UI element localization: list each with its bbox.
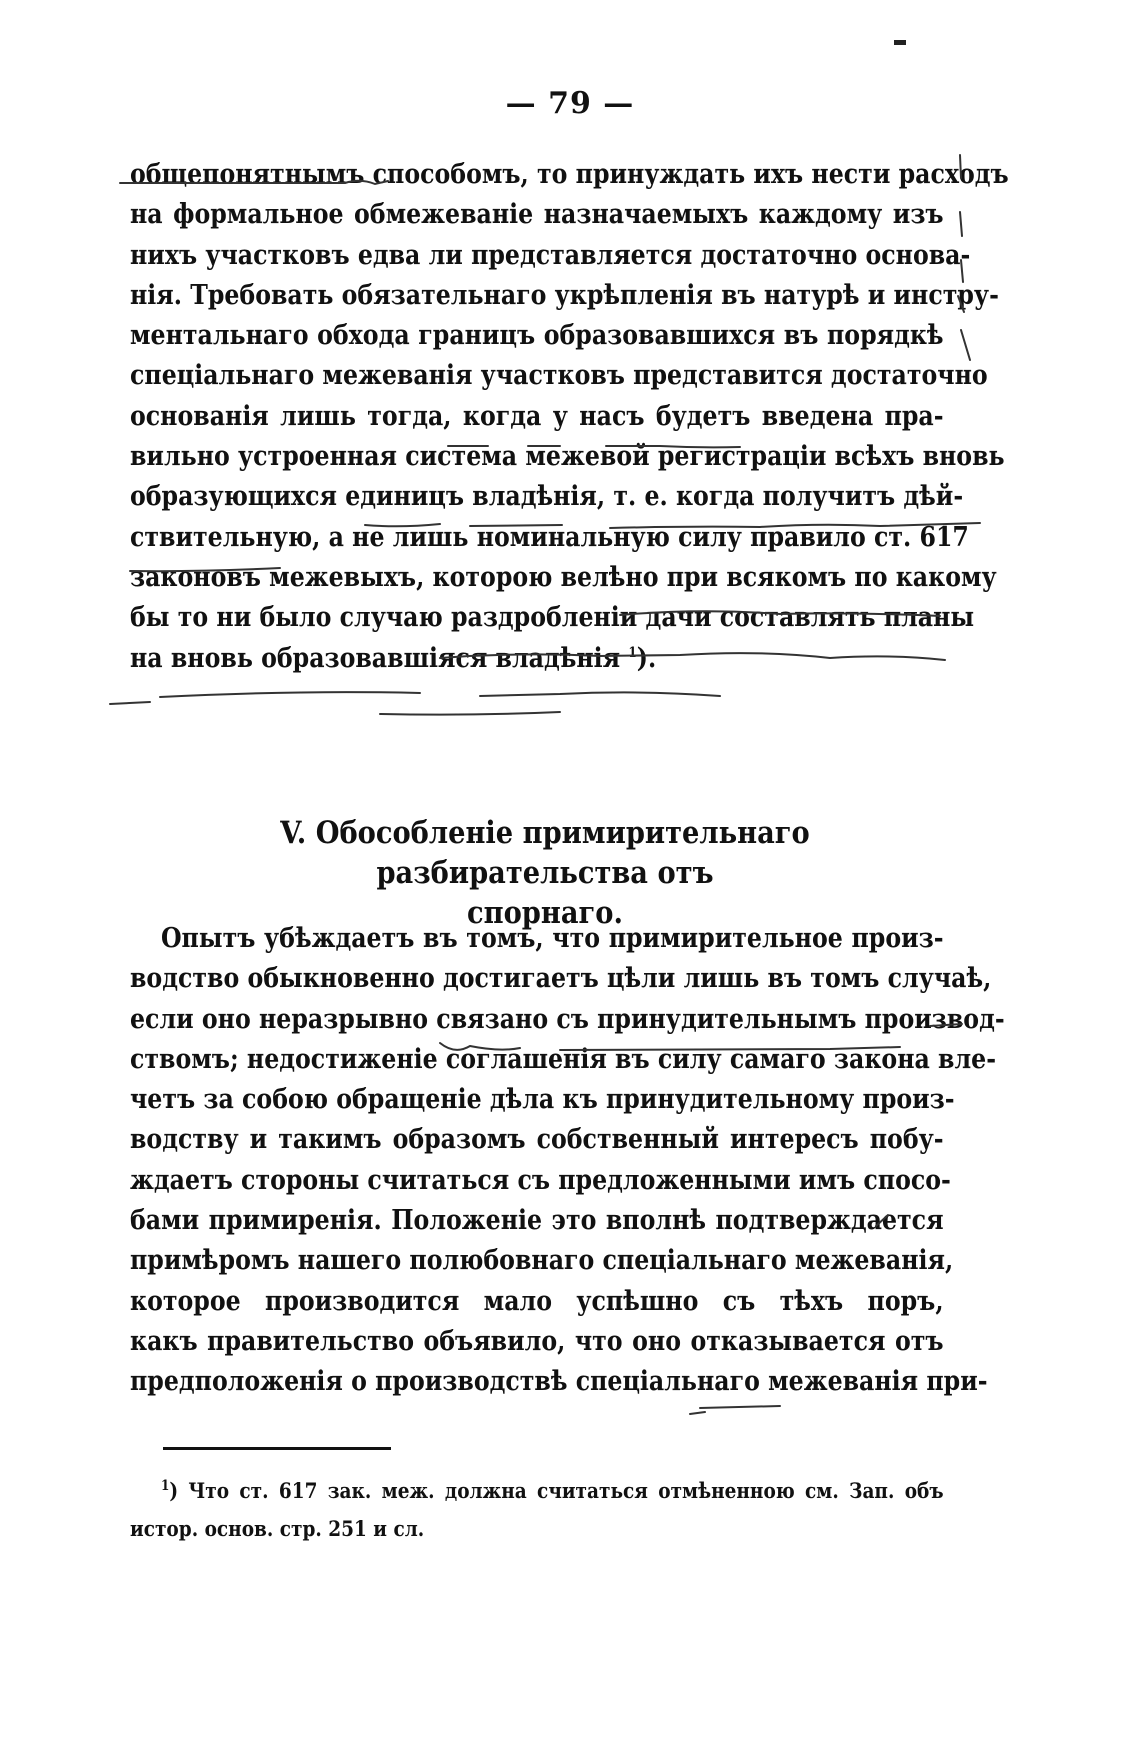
footnote bbox=[130, 1473, 944, 1549]
text-line: ждаетъ стороны считаться съ предложенными имъ спосо- bbox=[130, 1163, 951, 1196]
text-line: четъ за собою обращеніе дѣла къ принудительному произ- bbox=[130, 1083, 955, 1116]
pencil-underline bbox=[110, 702, 560, 715]
text-line: на формальное обмежеваніе назначаемыхъ каждому изъ bbox=[130, 198, 944, 231]
text-line: какъ правительство объявило, что оно отказывается отъ bbox=[130, 1324, 944, 1357]
page-number: — 79 — bbox=[505, 86, 635, 121]
text-line: предположенія о производствѣ спеціальнаго межеванія при- bbox=[130, 1365, 988, 1398]
footnote-mark: 1 bbox=[160, 1477, 170, 1494]
text-line: Опытъ убѣждаетъ въ томъ, что примирительное произ- bbox=[160, 922, 944, 954]
footnote-rule bbox=[163, 1447, 391, 1450]
ink-mark bbox=[894, 40, 906, 45]
text-line: законовъ межевыхъ, которою велѣно при всякомъ по какому bbox=[130, 560, 997, 593]
heading-line-1: V. Обособленіе примирительнаго разбирательства отъ bbox=[280, 815, 810, 891]
text-line: водству и такимъ образомъ собственный интересъ побу- bbox=[130, 1123, 944, 1156]
text-line-last bbox=[130, 638, 944, 678]
text-line: общепонятнымъ способомъ, то принуждать ихъ нести расходъ bbox=[130, 158, 1009, 190]
footnote-reference: 1 bbox=[628, 644, 637, 661]
text-line-content: на вновь образовавшіяся владѣнія bbox=[130, 641, 621, 674]
text-line: примѣромъ нашего полюбовнаго спеціальнаго межеванія, bbox=[130, 1244, 954, 1277]
text-line: ствомъ; недостиженіе соглашенія въ силу самаго закона вле- bbox=[130, 1042, 997, 1075]
paragraph-1 bbox=[130, 154, 1009, 678]
pencil-underline bbox=[160, 692, 720, 697]
text-line: бами примиренія. Положеніе это вполнѣ подтверждается bbox=[130, 1204, 944, 1237]
text-line: вильно устроенная система межевой регистраціи всѣхъ вновь bbox=[130, 440, 1005, 473]
footnote-line-1 bbox=[130, 1473, 944, 1511]
text-line: если оно неразрывно связано съ принудительнымъ производ- bbox=[130, 1002, 1005, 1035]
footnote-line-2: истор. основ. стр. 251 и сл. bbox=[130, 1517, 425, 1542]
text-line: нія. Требовать обязательнаго укрѣпленія въ натурѣ и инстру- bbox=[130, 278, 999, 311]
footnote-text: ) Что ст. 617 зак. меж. должна считаться отмѣненною см. Зап. объ bbox=[169, 1479, 944, 1504]
heading-line-2: спорнаго. bbox=[467, 895, 623, 931]
text-line: образующихся единицъ владѣнія, т. е. когда получитъ дѣй- bbox=[130, 480, 964, 513]
closing-punctuation: ). bbox=[636, 641, 657, 674]
text-line: ствительную, а не лишь номинальную силу правило ст. 617 bbox=[130, 520, 969, 553]
text-line: нихъ участковъ едва ли представляется достаточно основа- bbox=[130, 238, 971, 271]
text-line: спеціальнаго межеванія участковъ представится достаточно bbox=[130, 359, 988, 392]
text-line: основанія лишь тогда, когда у насъ будетъ введена пра- bbox=[130, 399, 944, 432]
text-line: ментальнаго обхода границъ образовавшихся въ порядкѣ bbox=[130, 319, 944, 352]
text-line: водство обыкновенно достигаетъ цѣли лишь въ томъ случаѣ, bbox=[130, 962, 992, 995]
paragraph-2 bbox=[130, 918, 1005, 1402]
text-line: бы то ни было случаю раздробленіи дачи составлять планы bbox=[130, 601, 975, 634]
text-line: которое производится мало успѣшно съ тѣхъ поръ, bbox=[130, 1284, 944, 1317]
pencil-strike bbox=[690, 1406, 780, 1414]
section-heading bbox=[115, 813, 975, 933]
